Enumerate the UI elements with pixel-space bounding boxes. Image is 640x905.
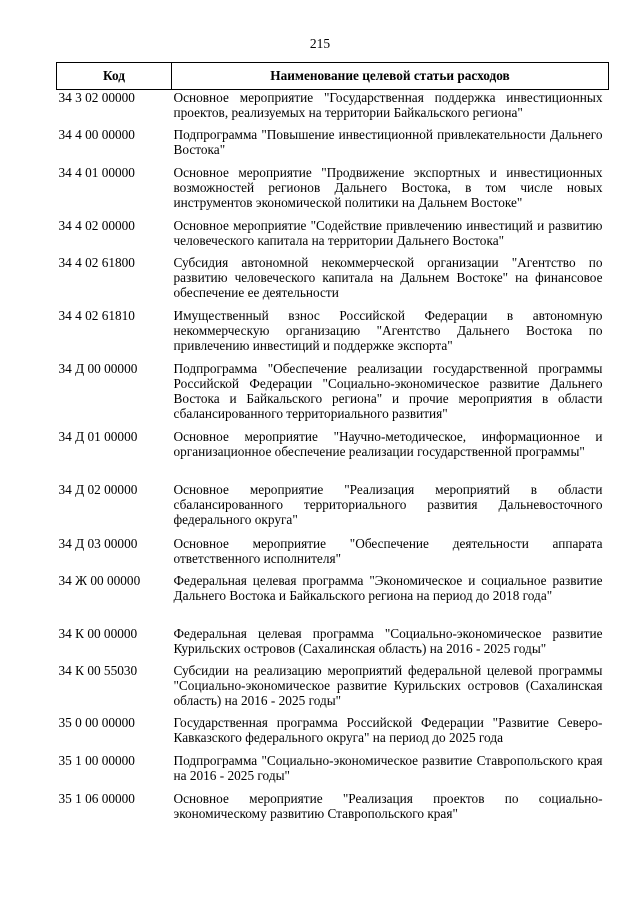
row-code: 35 1 00 00000 [58,752,135,768]
header-code: Код [57,63,172,90]
row-code: 34 4 00 00000 [58,126,135,142]
page-number: 215 [309,36,331,51]
header-name: Наименование целевой статьи расходов [172,63,609,90]
table-row [57,429,609,482]
table-row [57,165,609,218]
row-name: Федеральная целевая программа "Социально-экономическое развитие Курильских островов (Сахалинская область) на 2016 - 2025 годы" [173,625,603,656]
row-code: 34 Д 00 00000 [58,360,138,376]
row-name: Основное мероприятие "Государственная поддержка инвестиционных проектов, реализуемых на территории Байкальского региона" [173,90,603,121]
table-row [57,573,609,626]
table-row [57,218,609,255]
row-name: Основное мероприятие "Научно-методическое, информационное и организационное обеспечение реализации государственной программы" [173,428,603,459]
row-code: 35 1 06 00000 [58,790,135,806]
row-name: Основное мероприятие "Реализация проектов по социально-экономическому развитию Ставропольского края" [173,790,603,821]
row-code: 34 4 02 61800 [58,254,135,270]
row-name: Основное мероприятие "Реализация мероприятий в области сбалансированного территориального развития Дальневосточного федерального округа" [173,481,603,527]
table-row [57,663,609,715]
row-name: Государственная программа Российской Федерации "Развитие Северо-Кавказского федерального округа" на период до 2025 года [173,714,603,745]
row-code: 34 4 02 00000 [58,217,135,233]
table-row [57,361,609,429]
row-name: Подпрограмма "Повышение инвестиционной привлекательности Дальнего Востока" [173,126,603,157]
row-name: Основное мероприятие "Содействие привлечению инвестиций и развитию человеческого капитала на территории Дальнего Востока" [173,217,603,248]
table-row [57,536,609,573]
row-code: 34 К 00 00000 [58,625,138,641]
row-code: 34 4 02 61810 [58,307,135,323]
row-code: 34 4 01 00000 [58,164,135,180]
row-code: 34 Д 03 00000 [58,535,138,551]
row-name: Подпрограмма "Обеспечение реализации государственной программы Российской Федерации "Социально-экономическое развитие Дальнего Востока и Байкальского региона" и прочие мероприятия в области сбалансированного территориального развития" [173,360,603,422]
row-name: Подпрограмма "Социально-экономическое развитие Ставропольского края на 2016 - 2025 годы" [173,752,603,783]
row-name: Основное мероприятие "Обеспечение деятельности аппарата ответственного исполнителя" [173,535,603,566]
row-name: Субсидии на реализацию мероприятий федеральной целевой программы "Социально-экономическое развитие Курильских островов (Сахалинская область) на 2016 - 2025 годы" [173,662,603,708]
row-code: 34 К 00 55030 [58,662,138,678]
row-code: 34 Д 02 00000 [58,481,138,497]
table-row [57,308,609,361]
table-row [57,482,609,536]
row-code: 35 0 00 00000 [58,714,135,730]
table-row [57,791,609,831]
row-code: 34 Д 01 00000 [58,428,138,444]
row-name: Имущественный взнос Российской Федерации в автономную некоммерческую организацию "Агентство Дальнего Востока по привлечению инвестиций и поддержке экспорта" [173,307,603,353]
row-name: Субсидия автономной некоммерческой организации "Агентство по развитию человеческого капитала на Дальнем Востоке" на финансовое обеспечение ее деятельности [173,254,603,300]
table-row [57,753,609,791]
budget-classification-table [56,62,609,831]
table-row [57,255,609,308]
table-header-row [57,63,609,90]
table-row [57,715,609,753]
table-row [57,127,609,165]
table-row [57,626,609,663]
row-code: 34 Ж 00 00000 [58,572,141,588]
row-code: 34 3 02 00000 [58,90,135,105]
table-row [57,90,609,127]
row-name: Основное мероприятие "Продвижение экспортных и инвестиционных возможностей регионов Дальнего Востока, в том числе новых инструментов экономической политики на Дальнем Востоке" [173,164,603,210]
row-name: Федеральная целевая программа "Экономическое и социальное развитие Дальнего Востока и Байкальского региона на период до 2018 года" [173,572,603,603]
